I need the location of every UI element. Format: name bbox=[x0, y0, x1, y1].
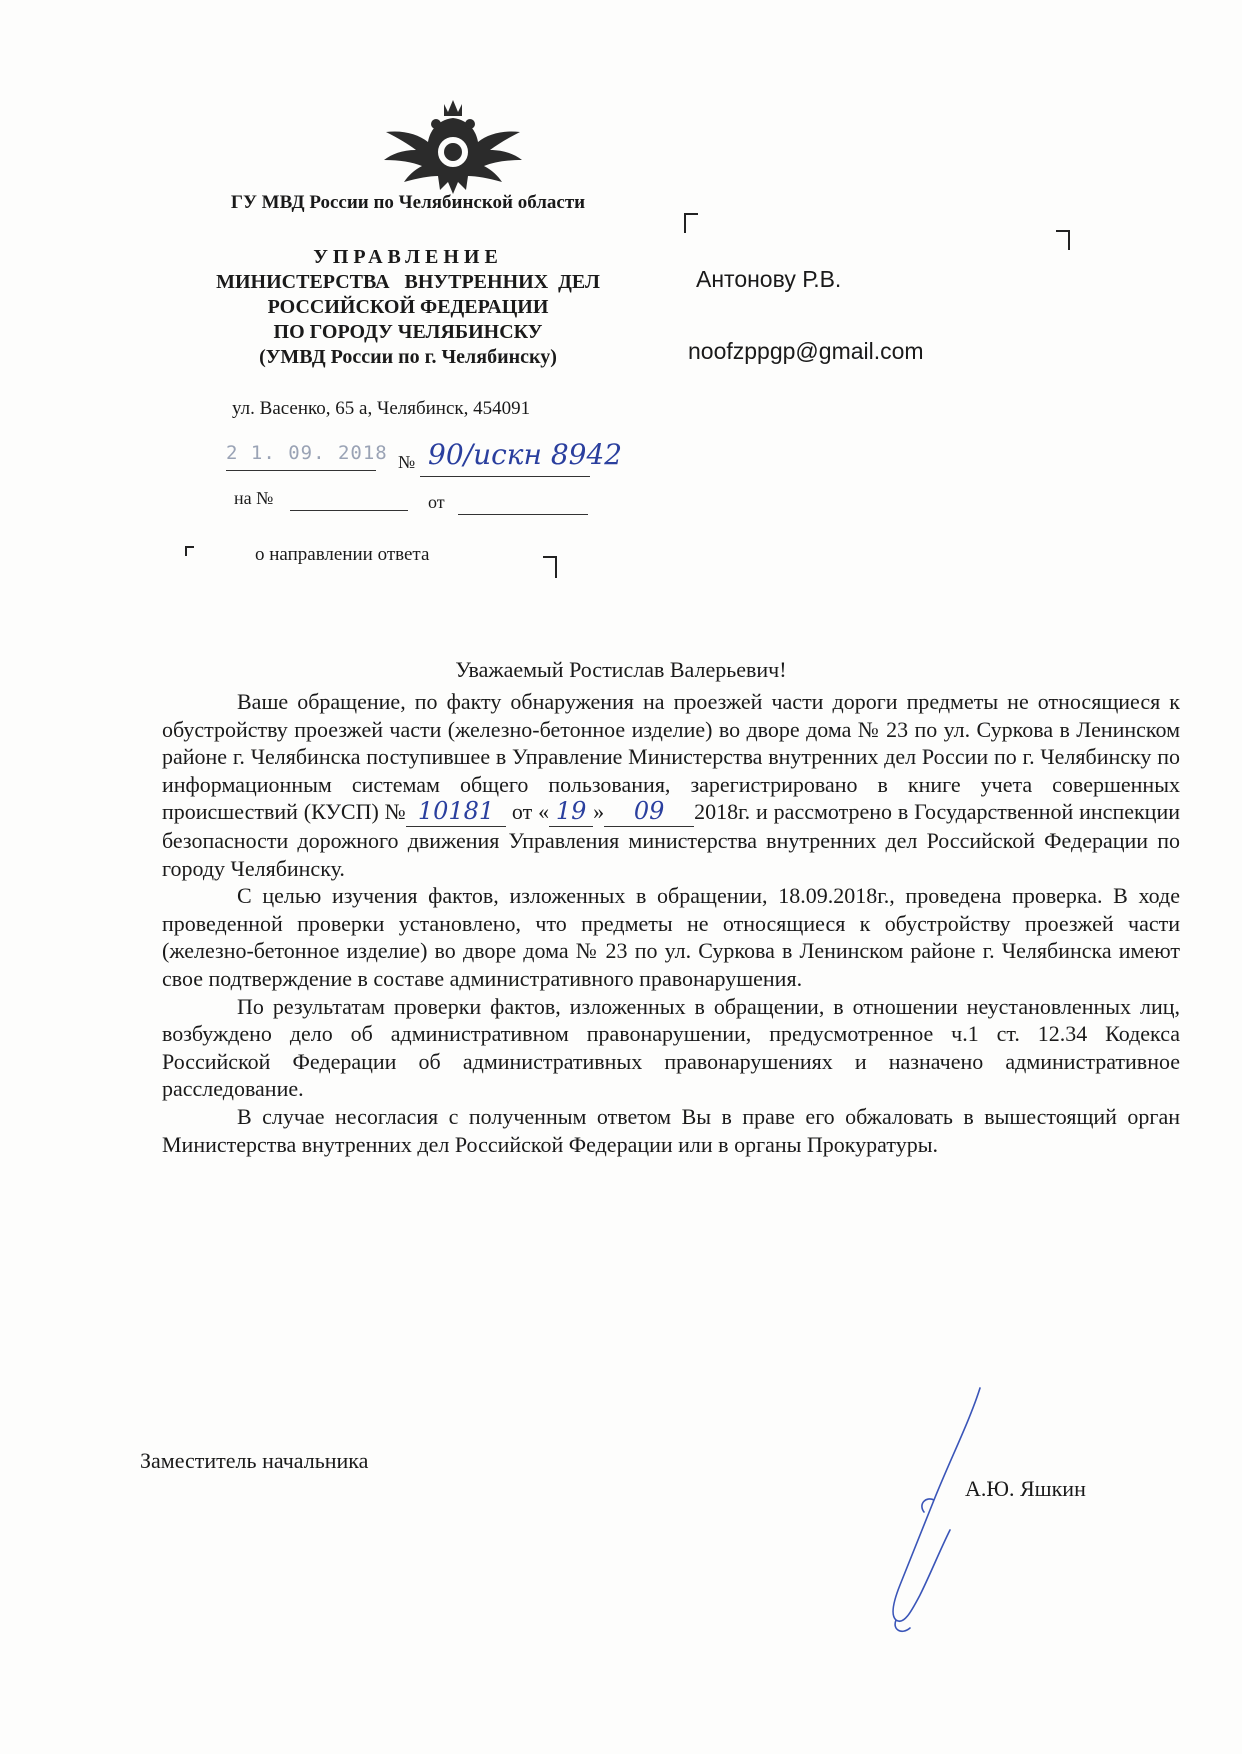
org-line-3: РОССИЙСКОЙ ФЕДЕРАЦИИ bbox=[267, 296, 549, 318]
paragraph-1-text-a: Ваше обращение, по факту обнаружения на проезжей части дороги предметы не относящиеся к обустройству проезжей части (железно-бетонное изделие) во дворе дома № 23 по ул. Суркова в Ленинском районе г. Челябинска поступившее в Управление Министерства внутренних дел России по г. Челябинску по информационным системам общего пользования, зарегистрировано в книге учета совершенных происшествий (КУСП) № bbox=[162, 689, 1180, 825]
signer-name: А.Ю. Яшкин bbox=[965, 1476, 1086, 1501]
org-line-1: УПРАВЛЕНИЕ bbox=[313, 246, 503, 268]
kusp-number-handwritten: 10181 bbox=[417, 797, 495, 826]
organization-name bbox=[188, 245, 628, 370]
month-handwritten: 09 bbox=[633, 797, 665, 826]
outgoing-date-stamp: 2 1. 09. 2018 bbox=[226, 442, 388, 464]
number-underline bbox=[420, 476, 590, 477]
paragraph-1-text-d: 2018г. и рассмотрено в Государственной инспекции безопасности дорожного движения Управления министерства внутренних дел Российской Федерации по городу Челябинску. bbox=[162, 799, 1180, 881]
mvd-eagle-emblem-icon bbox=[378, 90, 528, 200]
kusp-number-field bbox=[406, 798, 506, 827]
day-field bbox=[549, 798, 593, 827]
letter-body bbox=[162, 688, 1180, 1158]
org-line-2: МИНИСТЕРСТВА ВНУТРЕННИХ ДЕЛ bbox=[216, 271, 600, 293]
day-handwritten: 19 bbox=[555, 797, 587, 826]
recipient-name: Антонову Р.В. bbox=[696, 266, 842, 292]
subject-corner-right bbox=[543, 556, 557, 578]
number-label: № bbox=[398, 452, 416, 472]
paragraph-2: С целью изучения фактов, изложенных в обращении, 18.09.2018г., проведена проверка. В ходе проведенной проверки установлено, что предметы не относящиеся к обустройству проезжей части (железно-бетонное изделие) во дворе дома № 23 по ул. Суркова в Ленинском районе г. Челябинска имеют свое подтверждение в составе административного правонарушения. bbox=[162, 883, 1180, 991]
org-line-5: (УМВД России по г. Челябинску) bbox=[259, 346, 557, 368]
reply-date-label: от bbox=[428, 492, 445, 512]
reply-number-underline bbox=[290, 510, 408, 511]
date-underline bbox=[226, 470, 376, 471]
salutation: Уважаемый Ростислав Валерьевич! bbox=[455, 657, 787, 682]
recipient-email: noofzppgp@gmail.com bbox=[688, 338, 924, 364]
outgoing-number-handwritten: 90/искн 8942 bbox=[428, 438, 623, 471]
month-field bbox=[604, 798, 694, 827]
organization-address: ул. Васенко, 65 а, Челябинск, 454091 bbox=[232, 398, 531, 419]
reply-to-number-label: на № bbox=[234, 488, 274, 508]
recipient-corner-right bbox=[1056, 230, 1070, 250]
letter-subject: о направлении ответа bbox=[255, 544, 430, 565]
paragraph-4: В случае несогласия с полученным ответом Вы в праве его обжаловать в вышестоящий орган Министерства внутренних дел Российской Федерации или в органы Прокуратуры. bbox=[162, 1103, 1180, 1157]
paragraph-3: По результатам проверки фактов, изложенных в обращении, в отношении неустановленных лиц, возбуждено дело об административном правонарушении, предусмотренное ч.1 ст. 12.34 Кодекса Российской Федерации об административных правонарушениях и назначено административное расследование. bbox=[162, 993, 1180, 1102]
paragraph-1-text-b: от « bbox=[511, 799, 550, 825]
reply-date-underline bbox=[458, 514, 588, 515]
recipient-corner-left bbox=[684, 213, 698, 233]
org-line-4: ПО ГОРОДУ ЧЕЛЯБИНСКУ bbox=[273, 321, 543, 343]
subject-corner-left bbox=[185, 546, 194, 556]
paragraph-1-text-c: » bbox=[593, 799, 605, 825]
signer-position: Заместитель начальника bbox=[140, 1448, 369, 1473]
ministry-region-line: ГУ МВД России по Челябинской области bbox=[230, 192, 586, 213]
handwritten-signature-icon bbox=[830, 1380, 1020, 1640]
paragraph-1 bbox=[162, 688, 1180, 882]
